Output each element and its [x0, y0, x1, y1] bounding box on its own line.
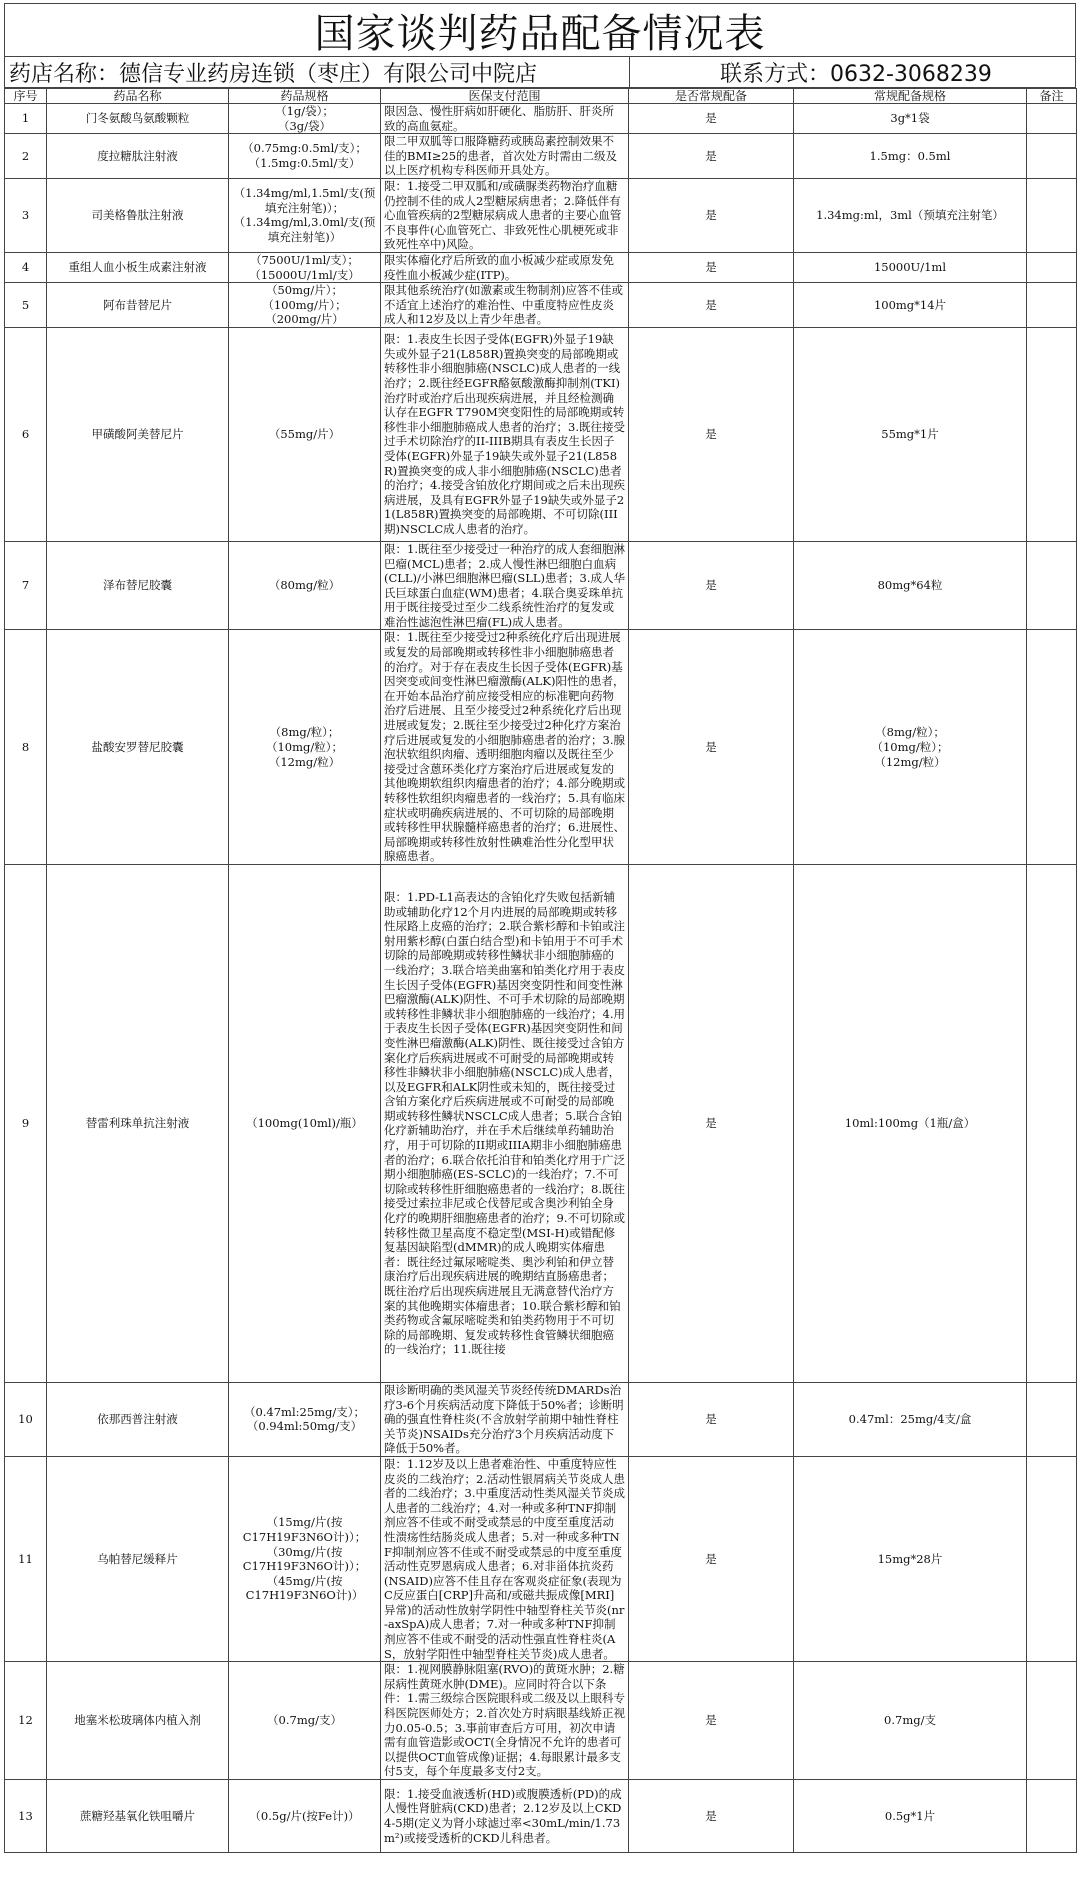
remark [1027, 104, 1077, 134]
regular-stock: 是 [629, 134, 794, 179]
drug-name: 地塞米松玻璃体内植入剂 [47, 1662, 229, 1780]
drug-spec: （0.47ml:25mg/支）； （0.94ml:50mg/支） [229, 1382, 381, 1456]
header-regular-spec: 常规配备规格 [794, 89, 1027, 104]
insurance-scope: 限：1.PD-L1高表达的含铂化疗失败包括新辅助或辅助化疗12个月内进展的局部晚期或转移性尿路上皮癌的治疗；2.联合紫杉醇和卡铂或注射用紫杉醇(白蛋白结合型)和卡铂用于不可手术切除的局部晚期或转移性鳞状非小细胞肺癌的一线治疗；3.联合培美曲塞和铂类化疗用于表皮生长因子受体(EGFR)基因突变阴性和间变性淋巴瘤激酶(ALK)阴性、不可手术切除的局部晚期或转移性非鳞状非小细胞肺癌的一线治疗；4.用于表皮生长因子受体(EGFR)基因突变阴性和间变性淋巴瘤激酶(ALK)阴性、既往接受过含铂方案化疗后疾病进展或不可耐受的局部晚期或转移性非鳞状非小细胞肺癌(NSCLC)成人患者，以及EGFR和ALK阴性或未知的，既往接受过含铂方案化疗后疾病进展或不可耐受的局部晚期或转移性鳞状NSCLC成人患者；5.联合含铂化疗新辅助治疗，并在手术后继续单药辅助治疗，用于可切除的II期或IIIA期非小细胞肺癌患者的治疗；6.联合依托泊苷和铂类化疗用于广泛期小细胞肺癌(ES-SCLC)的一线治疗；7.不可切除或转移性肝细胞癌患者的一线治疗；8.既往接受过索拉非尼或仑伐替尼或含奥沙利铂全身化疗的晚期肝细胞癌患者的治疗；9.不可切除或转移性微卫星高度不稳定型(MSI-H)或错配修复基因缺陷型(dMMR)的成人晚期实体瘤患者：既往经过氟尿嘧啶类、奥沙利铂和伊立替康治疗后出现疾病进展的晚期结直肠癌患者；既往治疗后出现疾病进展且无满意替代治疗方案的其他晚期实体瘤患者；10.联合紫杉醇和铂类药物或含氟尿嘧啶类和铂类药物用于不可切除的局部晚期、复发或转移性食管鳞状细胞癌的一线治疗；11.既往接 [381, 864, 629, 1382]
row-number: 10 [5, 1382, 47, 1456]
drug-name: 度拉糖肽注射液 [47, 134, 229, 179]
table-row [5, 1780, 1077, 1853]
drug-spec: （8mg/粒）； （10mg/粒）； （12mg/粒） [229, 630, 381, 865]
remark [1027, 630, 1077, 865]
row-number: 13 [5, 1780, 47, 1853]
regular-stock: 是 [629, 1382, 794, 1456]
row-number: 5 [5, 283, 47, 328]
table-header-row [5, 89, 1077, 104]
table-row [5, 134, 1077, 179]
remark [1027, 864, 1077, 1382]
regular-spec: 100mg*14片 [794, 283, 1027, 328]
remark [1027, 252, 1077, 282]
regular-spec: 1.34mg:ml，3ml（预填充注射笔） [794, 178, 1027, 252]
drug-spec: （50mg/片）； （100mg/片）； （200mg/片） [229, 283, 381, 328]
drug-table [4, 88, 1077, 1853]
insurance-scope: 限：1.12岁及以上患者难治性、中重度特应性皮炎的二线治疗；2.活动性银屑病关节炎成人患者的二线治疗；3.中重度活动性类风湿关节炎成人患者的二线治疗；4.对一种或多种TNF抑制剂应答不佳或不耐受或禁忌的中度至重度活动性溃疡性结肠炎成人患者；5.对一种或多种TNF抑制剂应答不佳或不耐受或禁忌的中度至重度活动性克罗恩病成人患者；6.对非甾体抗炎药(NSAID)应答不佳且存在客观炎症征象(表现为C反应蛋白[CRP]升高和/或磁共振成像[MRI]异常)的活动性放射学阴性中轴型脊柱关节炎(nr-axSpA)成人患者；7.对一种或多种TNF抑制剂应答不佳或不耐受的活动性强直性脊柱炎(AS，放射学阳性中轴型脊柱关节炎)成人患者。 [381, 1456, 629, 1661]
drug-name: 司美格鲁肽注射液 [47, 178, 229, 252]
remark [1027, 283, 1077, 328]
regular-spec: 80mg*64粒 [794, 541, 1027, 630]
regular-spec: 3g*1袋 [794, 104, 1027, 134]
drug-name: 替雷利珠单抗注射液 [47, 864, 229, 1382]
drug-spec: （100mg(10ml)/瓶） [229, 864, 381, 1382]
table-row [5, 283, 1077, 328]
drug-spec: （55mg/片） [229, 327, 381, 541]
drug-name: 甲磺酸阿美替尼片 [47, 327, 229, 541]
store-info-bar [4, 56, 1076, 88]
regular-stock: 是 [629, 252, 794, 282]
insurance-scope: 限实体瘤化疗后所致的血小板减少症或原发免疫性血小板减少症(ITP)。 [381, 252, 629, 282]
insurance-scope: 限诊断明确的类风湿关节炎经传统DMARDs治疗3-6个月疾病活动度下降低于50%者；诊断明确的强直性脊柱炎(不含放射学前期中轴性脊柱关节炎)NSAIDs充分治疗3个月疾病活动度下降低于50%者。 [381, 1382, 629, 1456]
drug-name: 阿布昔替尼片 [47, 283, 229, 328]
insurance-scope: 限：1.既往至少接受过一种治疗的成人套细胞淋巴瘤(MCL)患者；2.成人慢性淋巴细胞白血病(CLL)/小淋巴细胞淋巴瘤(SLL)患者；3.成人华氏巨球蛋白血症(WM)患者；4.联合奥妥珠单抗用于既往接受过至少二线系统性治疗的复发或难治性滤泡性淋巴瘤(FL)成人患者。 [381, 541, 629, 630]
drug-name: 门冬氨酸鸟氨酸颗粒 [47, 104, 229, 134]
row-number: 11 [5, 1456, 47, 1661]
row-number: 6 [5, 327, 47, 541]
table-row [5, 630, 1077, 865]
regular-stock: 是 [629, 864, 794, 1382]
insurance-scope: 限：1.接受血液透析(HD)或腹膜透析(PD)的成人慢性肾脏病(CKD)患者；2.12岁及以上CKD4-5期(定义为肾小球滤过率<30mL/min/1.73 m²)或接受透析的CKD儿科患者。 [381, 1780, 629, 1853]
header-name: 药品名称 [47, 89, 229, 104]
row-number: 12 [5, 1662, 47, 1780]
drug-name: 重组人血小板生成素注射液 [47, 252, 229, 282]
table-row [5, 104, 1077, 134]
header-no: 序号 [5, 89, 47, 104]
header-remark: 备注 [1027, 89, 1077, 104]
regular-stock: 是 [629, 327, 794, 541]
regular-stock: 是 [629, 104, 794, 134]
contact-info: 联系方式：0632-3068239 [720, 61, 992, 87]
regular-spec: 0.5g*1片 [794, 1780, 1027, 1853]
page-title: 国家谈判药品配备情况表 [4, 3, 1076, 56]
remark [1027, 1662, 1077, 1780]
regular-stock: 是 [629, 178, 794, 252]
regular-stock: 是 [629, 1662, 794, 1780]
drug-spec: （7500U/1ml/支）； （15000U/1ml/支） [229, 252, 381, 282]
insurance-scope: 限因急、慢性肝病如肝硬化、脂肪肝、肝炎所致的高血氨症。 [381, 104, 629, 134]
regular-stock: 是 [629, 1456, 794, 1661]
store-name: 药店名称：德信专业药房连锁（枣庄）有限公司中院店 [5, 57, 630, 87]
remark [1027, 1382, 1077, 1456]
insurance-scope: 限二甲双胍等口服降糖药或胰岛素控制效果不佳的BMI≥25的患者，首次处方时需由二级及以上医疗机构专科医师开具处方。 [381, 134, 629, 179]
remark [1027, 178, 1077, 252]
remark [1027, 1456, 1077, 1661]
table-row [5, 252, 1077, 282]
row-number: 3 [5, 178, 47, 252]
drug-spec: （1.34mg/ml,1.5ml/支(预填充注射笔)）； （1.34mg/ml,3.0ml/支(预填充注射笔)） [229, 178, 381, 252]
remark [1027, 327, 1077, 541]
insurance-scope: 限其他系统治疗(如激素或生物制剂)应答不佳或不适宜上述治疗的难治性、中重度特应性皮炎成人和12岁及以上青少年患者。 [381, 283, 629, 328]
row-number: 4 [5, 252, 47, 282]
drug-spec: （15mg/片(按C17H19F3N6O计)）； （30mg/片(按C17H19F3N6O计)）； （45mg/片(按C17H19F3N6O计)） [229, 1456, 381, 1661]
row-number: 8 [5, 630, 47, 865]
row-number: 9 [5, 864, 47, 1382]
drug-name: 泽布替尼胶囊 [47, 541, 229, 630]
remark [1027, 134, 1077, 179]
insurance-scope: 限：1.表皮生长因子受体(EGFR)外显子19缺失或外显子21(L858R)置换突变的局部晚期或转移性非小细胞肺癌(NSCLC)成人患者的一线治疗；2.既往经EGFR酪氨酸激酶抑制剂(TKI)治疗时或治疗后出现疾病进展，并且经检测确认存在EGFR T790M突变阳性的局部晚期或转移性非小细胞肺癌成人患者的治疗；3.既往接受过手术切除治疗的II-IIIB期具有表皮生长因子受体(EGFR)外显子19缺失或外显子21(L858R)置换突变的成人非小细胞肺癌(NSCLC)患者的治疗；4.接受含铂放化疗期间或之后未出现疾病进展，及具有EGFR外显子19缺失或外显子21(L858R)置换突变的局部晚期、不可切除(III期)NSCLC成人患者的治疗。 [381, 327, 629, 541]
remark [1027, 541, 1077, 630]
regular-spec: 15mg*28片 [794, 1456, 1027, 1661]
drug-spec: （80mg/粒） [229, 541, 381, 630]
table-body [5, 104, 1077, 1853]
regular-spec: 15000U/1ml [794, 252, 1027, 282]
regular-stock: 是 [629, 541, 794, 630]
insurance-scope: 限：1.既往至少接受过2种系统化疗后出现进展或复发的局部晚期或转移性非小细胞肺癌患者的治疗。对于存在表皮生长因子受体(EGFR)基因突变或间变性淋巴瘤激酶(ALK)阳性的患者，在开始本品治疗前应接受相应的标准靶向药物治疗后进展、且至少接受过2种系统化疗后出现进展或复发；2.既往至少接受过2种化疗方案治疗后进展或复发的小细胞肺癌患者的治疗；3.腺泡状软组织肉瘤、透明细胞肉瘤以及既往至少接受过含蒽环类化疗方案治疗后进展或复发的其他晚期软组织肉瘤患者的治疗；4.部分晚期或转移性软组织肉瘤患者的一线治疗；5.具有临床症状或明确疾病进展的、不可切除的局部晚期或转移性甲状腺髓样癌患者的治疗；6.进展性、局部晚期或转移性放射性碘难治性分化型甲状腺癌患者。 [381, 630, 629, 865]
regular-spec: 0.7mg/支 [794, 1662, 1027, 1780]
regular-stock: 是 [629, 1780, 794, 1853]
sheet [4, 3, 1076, 1853]
table-row [5, 1662, 1077, 1780]
table-row [5, 864, 1077, 1382]
regular-spec: 10ml:100mg（1瓶/盒） [794, 864, 1027, 1382]
remark [1027, 1780, 1077, 1853]
drug-name: 蔗糖羟基氧化铁咀嚼片 [47, 1780, 229, 1853]
drug-name: 依那西普注射液 [47, 1382, 229, 1456]
row-number: 1 [5, 104, 47, 134]
table-row [5, 541, 1077, 630]
drug-spec: （1g/袋）； （3g/袋） [229, 104, 381, 134]
row-number: 2 [5, 134, 47, 179]
insurance-scope: 限：1.接受二甲双胍和/或磺脲类药物治疗血糖仍控制不佳的成人2型糖尿病患者；2.降低伴有心血管疾病的2型糖尿病成人患者的主要心血管不良事件(心血管死亡、非致死性心肌梗死或非致死性卒中)风险。 [381, 178, 629, 252]
regular-spec: 55mg*1片 [794, 327, 1027, 541]
header-regular: 是否常规配备 [629, 89, 794, 104]
regular-stock: 是 [629, 283, 794, 328]
regular-spec: 1.5mg：0.5ml [794, 134, 1027, 179]
insurance-scope: 限：1.视网膜静脉阻塞(RVO)的黄斑水肿；2.糖尿病性黄斑水肿(DME)。应同时符合以下条件：1.需三级综合医院眼科或二级及以上眼科专科医院医师处方；2.首次处方时病眼基线矫正视力0.05-0.5；3.事前审查后方可用，初次申请需有血管造影或OCT(全身情况不允许的患者可以提供OCT血管成像)证据；4.每眼累计最多支付5支，每个年度最多支付2支。 [381, 1662, 629, 1780]
regular-spec: 0.47ml：25mg/4支/盒 [794, 1382, 1027, 1456]
drug-spec: （0.7mg/支） [229, 1662, 381, 1780]
header-scope: 医保支付范围 [381, 89, 629, 104]
drug-spec: （0.75mg:0.5ml/支）； （1.5mg:0.5ml/支） [229, 134, 381, 179]
table-row [5, 327, 1077, 541]
table-row [5, 1456, 1077, 1661]
regular-spec: （8mg/粒）； （10mg/粒）； （12mg/粒） [794, 630, 1027, 865]
header-spec: 药品规格 [229, 89, 381, 104]
table-row [5, 178, 1077, 252]
table-row [5, 1382, 1077, 1456]
drug-name: 盐酸安罗替尼胶囊 [47, 630, 229, 865]
regular-stock: 是 [629, 630, 794, 865]
drug-name: 乌帕替尼缓释片 [47, 1456, 229, 1661]
row-number: 7 [5, 541, 47, 630]
drug-spec: （0.5g/片(按Fe计)） [229, 1780, 381, 1853]
